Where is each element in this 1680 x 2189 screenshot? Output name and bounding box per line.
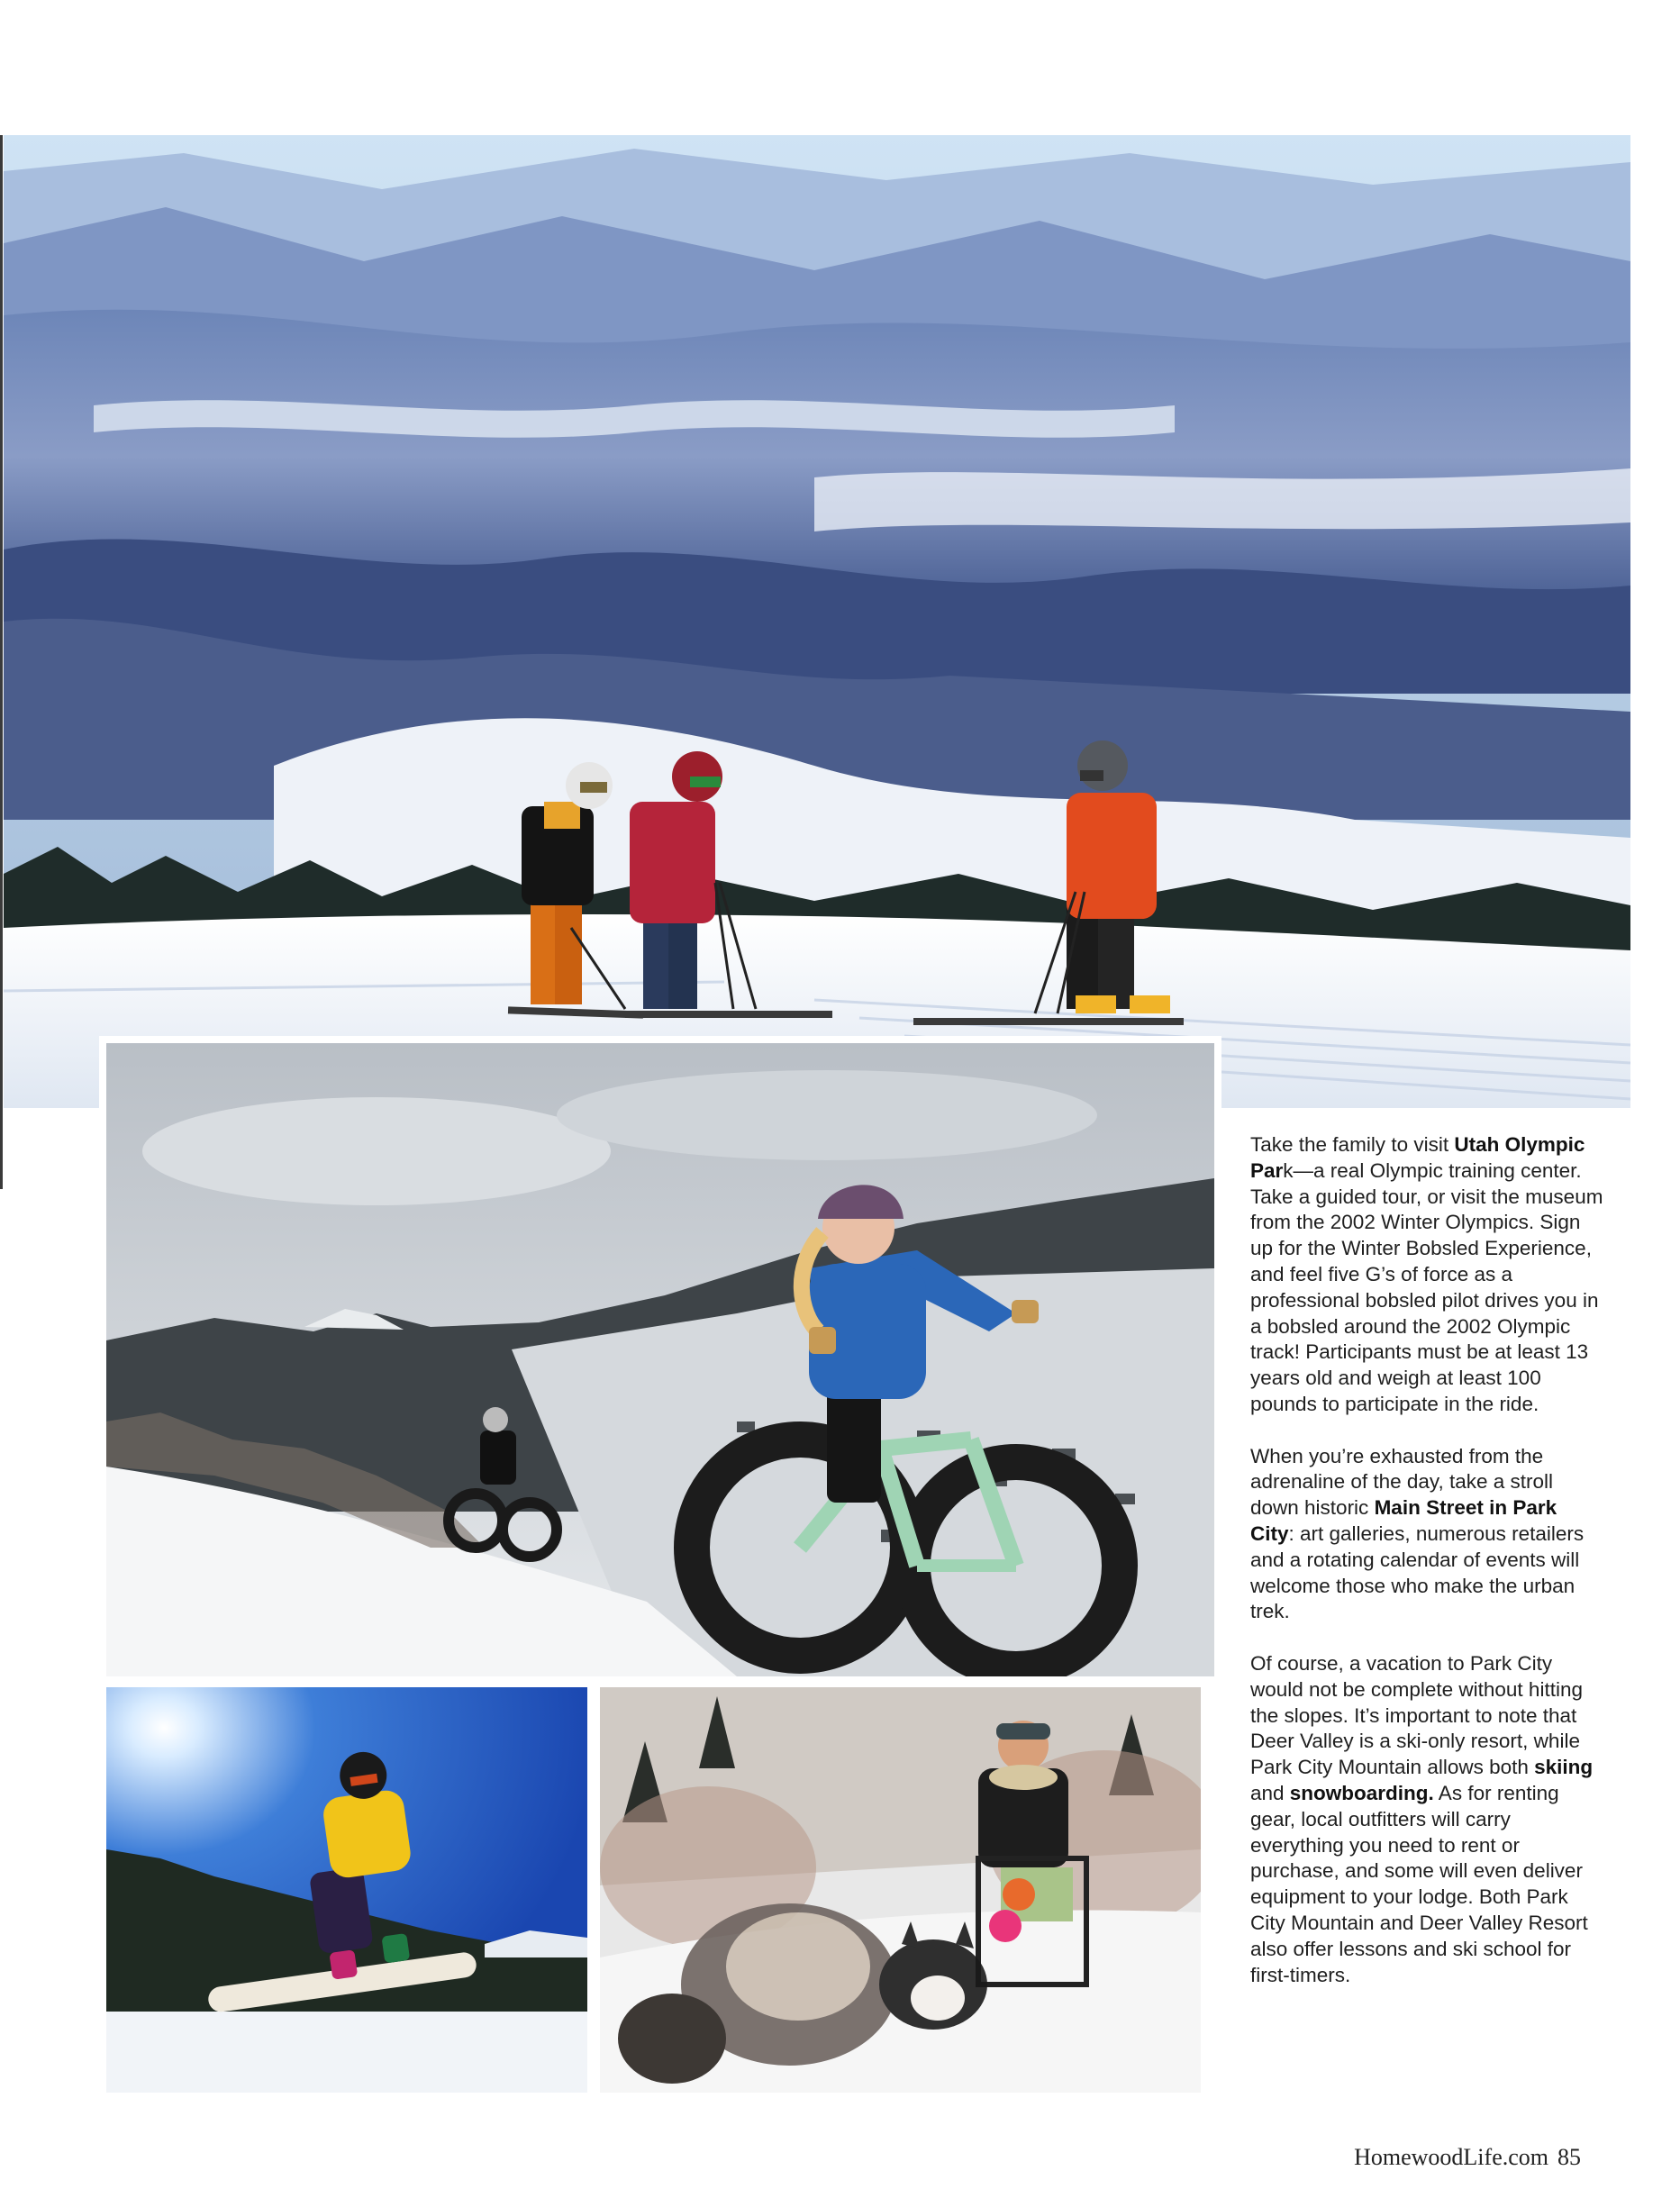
text-run: k—a real Olympic training center. Take a guided tour, or visit the museum from the 2002 Winter Olympics. Sign up for the Winter Bobsled Experience, and feel five G’s of force as a professional bobsled pilot drives you in a bobsled around the 2002 Olympic track! Participants must be at least 13 years old and weigh at least 100 pounds to participate in the ride. (1250, 1158, 1603, 1415)
highlight-skiing: skiing (1534, 1756, 1594, 1779)
paragraph-slopes (1250, 1651, 1603, 1988)
highlight-utah-olympic-park: Utah Olympic Par (1250, 1133, 1585, 1182)
highlight-main-street: Main Street in Park City (1250, 1496, 1557, 1545)
text-run: and (1250, 1781, 1290, 1804)
photo-fat-bikers (99, 1036, 1221, 1684)
page-number: 85 (1557, 2144, 1581, 2170)
page-folio (1354, 2144, 1581, 2171)
photo-dog-sledding (600, 1687, 1201, 2093)
article-body (1250, 1132, 1603, 2014)
paragraph-main-street (1250, 1444, 1603, 1626)
highlight-snowboarding: snowboarding. (1289, 1781, 1434, 1804)
text-run: Take the family to visit (1250, 1133, 1455, 1156)
text-run: As for renting gear, local outfitters will carry everything you need to rent or purchase, and some will even deliver equipment to your lodge. Both Park City Mountain and Deer Valley Resort also offer lessons and ski school for first-timers. (1250, 1781, 1588, 1986)
text-run: : art galleries, numerous retailers and a rotating calendar of events will welcome those who make the urban trek. (1250, 1521, 1585, 1623)
paragraph-utah-olympic-park (1250, 1132, 1603, 1418)
text-run: When you’re exhausted from the adrenaline of the day, take a stroll down historic (1250, 1444, 1554, 1520)
hero-photo-skiers (4, 135, 1630, 1108)
text-run: Of course, a vacation to Park City would not be complete without hitting the slopes. It’s important to note that Deer Valley is a ski-only resort, while Park City Mountain allows both (1250, 1651, 1583, 1779)
page-edge-mark (0, 135, 3, 1189)
folio-website: HomewoodLife.com (1354, 2144, 1548, 2170)
photo-snowboarder (106, 1687, 587, 2093)
